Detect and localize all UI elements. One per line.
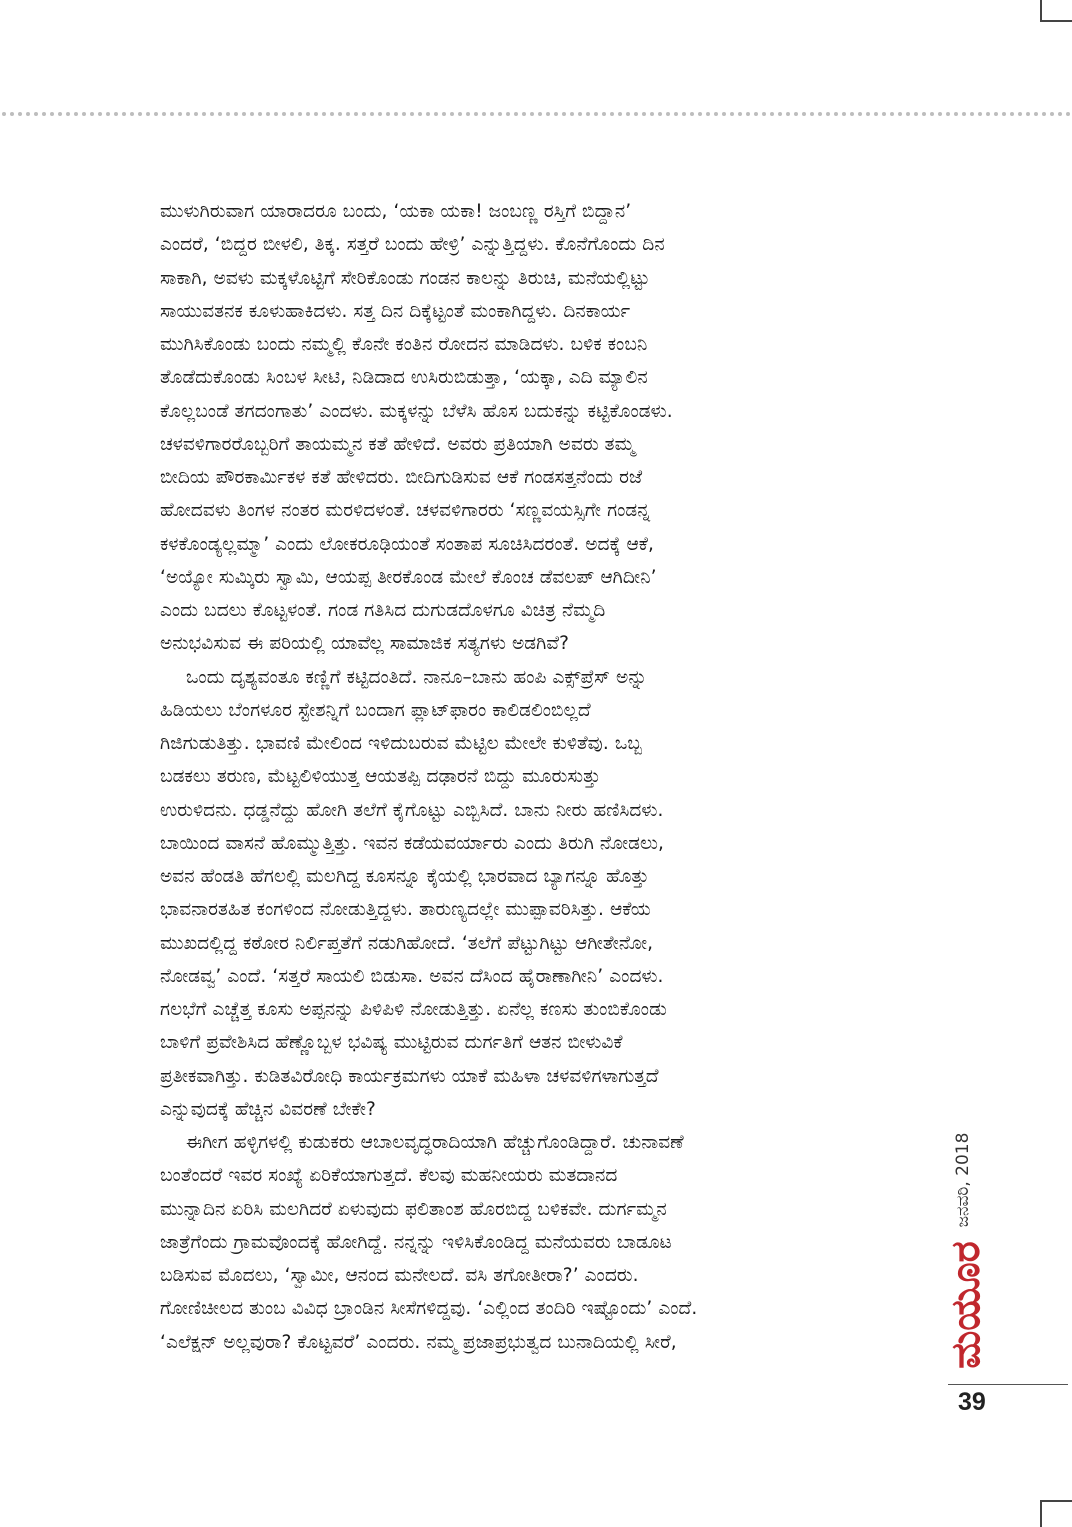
text-line: ಎಂದರೆ, ‘ಬಿದ್ದರ ಬೀಳಲಿ, ತಿಕ್ಕ. ಸತ್ತರೆ ಬಂದು ಹೇಳ್ರಿ’ ಎನ್ನುತ್ತಿದ್ದಳು. ಕೊನೆಗೊಂದು ದಿನ — [160, 234, 665, 256]
text-line: ತೊಡೆದುಕೊಂಡು ಸಿಂಬಳ ಸೀಟಿ, ನಿಡಿದಾದ ಉಸಿರುಬಿಡುತ್ತಾ, ‘ಯಕ್ಕಾ, ಎದಿ ಮ್ಯಾಲಿನ — [160, 367, 648, 389]
text-line: ಗೋಣಿಚೀಲದ ತುಂಬ ವಿವಿಧ ಬ್ರಾಂಡಿನ ಸೀಸೆಗಳಿದ್ದವು. ‘ಎಲ್ಲಿಂದ ತಂದಿರಿ ಇಷ್ಟೊಂದು’ ಎಂದೆ. — [160, 1298, 698, 1320]
text-line: ಒಂದು ದೃಶ್ಯವಂತೂ ಕಣ್ಣಿಗೆ ಕಟ್ಟಿದಂತಿದೆ. ನಾನೂ–ಬಾನು ಹಂಪಿ ಎಕ್ಸ್‌ಪ್ರೆಸ್ ಅನ್ನು — [186, 666, 648, 688]
text-line: ಕಳಕೊಂಡ್ಯಲ್ಲಮ್ಮಾ’ ಎಂದು ಲೋಕರೂಢಿಯಂತೆ ಸಂತಾಪ ಸೂಚಿಸಿದರಂತೆ. ಅದಕ್ಕೆ ಆಕೆ, — [160, 533, 654, 555]
text-line: ಮುಖದಲ್ಲಿದ್ದ ಕಠೋರ ನಿರ್ಲಿಪ್ತತೆಗೆ ನಡುಗಿಹೋದೆ. ‘ತಲೆಗೆ ಪೆಟ್ಟುಗಿಟ್ಟು ಆಗೀತೇನೋ, — [160, 932, 654, 954]
text-line: ಗಿಜಿಗುಡುತಿತ್ತು. ಭಾವಣಿ ಮೇಲಿಂದ ಇಳಿದುಬರುವ ಮೆಟ್ಟಿಲ ಮೇಲೇ ಕುಳಿತೆವು. ಒಬ್ಬ — [160, 733, 643, 754]
text-line: ಈಗೀಗ ಹಳ್ಳಿಗಳಲ್ಲಿ ಕುಡುಕರು ಆಬಾಲವೃದ್ಧರಾದಿಯಾಗಿ ಹೆಚ್ಚುಗೊಂಡಿದ್ದಾರೆ. ಚುನಾವಣೆ — [186, 1132, 684, 1153]
text-line: ಗಲಭೆಗೆ ಎಚ್ಚೆತ್ತ ಕೂಸು ಅಪ್ಪನನ್ನು ಪಿಳಿಪಿಳಿ ನೋಡುತ್ತಿತ್ತು. ಏನೆಲ್ಲ ಕಣಸು ತುಂಬಿಕೊಂಡು — [160, 999, 667, 1020]
text-line: ಸಾಕಾಗಿ, ಅವಳು ಮಕ್ಕಳೊಟ್ಟಿಗೆ ಸೇರಿಕೊಂಡು ಗಂಡನ ಕಾಲನ್ನು ತಿರುಚಿ, ಮನೆಯಲ್ಲಿಟ್ಟು — [160, 267, 650, 289]
article-body — [160, 195, 895, 1359]
text-line: ಅನುಭವಿಸುವ ಈ ಪರಿಯಲ್ಲಿ ಯಾವೆಲ್ಲ ಸಾಮಾಜಿಕ ಸತ್ಯಗಳು ಅಡಗಿವೆ? — [160, 633, 570, 655]
crop-mark-top — [1040, 0, 1072, 22]
text-line: ಬಂತೆಂದರೆ ಇವರ ಸಂಖ್ಯೆ ಏರಿಕೆಯಾಗುತ್ತದೆ. ಕೆಲವು ಮಹನೀಯರು ಮತದಾನದ — [160, 1165, 618, 1187]
crop-mark-bottom — [1040, 1500, 1072, 1527]
text-line: ಜಾತ್ರೆಗೆಂದು ಗ್ರಾಮವೊಂದಕ್ಕೆ ಹೋಗಿದ್ದೆ. ನನ್ನನ್ನು ಇಳಿಸಿಕೊಂಡಿದ್ದ ಮನೆಯವರು ಬಾಡೂಟ — [160, 1231, 672, 1253]
text-line: ಅವನ ಹೆಂಡತಿ ಹೆಗಲಲ್ಲಿ ಮಲಗಿದ್ದ ಕೂಸನ್ನೂ ಕೈಯಲ್ಲಿ ಭಾರವಾದ ಬ್ಯಾಗನ್ನೂ ಹೊತ್ತು — [160, 866, 649, 887]
text-line: ‘ಎಲೆಕ್ಷನ್ ಅಲ್ಲವುರಾ? ಕೊಟ್ಟವರೆ’ ಎಂದರು. ನಮ್ಮ ಪ್ರಜಾಪ್ರಭುತ್ವದ ಬುನಾದಿಯಲ್ಲಿ ಸೀರೆ, — [160, 1331, 677, 1353]
text-line: ಮುಗಿಸಿಕೊಂಡು ಬಂದು ನಮ್ಮಲ್ಲಿ ಕೊನೇ ಕಂತಿನ ರೋದನ ಮಾಡಿದಳು. ಬಳಿಕ ಕಂಬನಿ — [160, 334, 648, 355]
text-line: ಕೊಲ್ಲಬಂಡೆ ತಗದಂಗಾತು’ ಎಂದಳು. ಮಕ್ಕಳನ್ನು ಬೆಳೆಸಿ ಹೊಸ ಬದುಕನ್ನು ಕಟ್ಟಿಕೊಂಡಳು. — [160, 400, 673, 422]
text-line: ಬೀದಿಯ ಪೌರಕಾರ್ಮಿಕಳ ಕತೆ ಹೇಳಿದರು. ಬೀದಿಗುಡಿಸುವ ಆಕೆ ಗಂಡಸತ್ತನೆಂದು ರಜೆ — [160, 467, 643, 488]
text-line: ಪ್ರತೀಕವಾಗಿತ್ತು. ಕುಡಿತವಿರೋಧಿ ಕಾರ್ಯಕ್ರಮಗಳು ಯಾಕೆ ಮಹಿಳಾ ಚಳವಳಿಗಳಾಗುತ್ತದೆ — [160, 1065, 659, 1087]
text-line: ಮುನ್ನಾದಿನ ಏರಿಸಿ ಮಲಗಿದರೆ ಏಳುವುದು ಫಲಿತಾಂಶ ಹೊರಬಿದ್ದ ಬಳಿಕವೇ. ದುರ್ಗಮ್ಮನ — [160, 1198, 667, 1220]
magazine-logo: ಮಯೂರ — [943, 1241, 989, 1369]
dotted-rule — [0, 110, 1072, 118]
text-line: ಭಾವನಾರತಹಿತ ಕಂಗಳಿಂದ ನೋಡುತ್ತಿದ್ದಳು. ತಾರುಣ್ಯದಲ್ಲೇ ಮುಪ್ಪಾವರಿಸಿತ್ತು. ಆಕೆಯ — [160, 899, 651, 921]
text-line: ಚಳವಳಿಗಾರರೊಬ್ಬರಿಗೆ ತಾಯಮ್ಮನ ಕತೆ ಹೇಳಿದೆ. ಅವರು ಪ್ರತಿಯಾಗಿ ಅವರು ತಮ್ಮ — [160, 433, 635, 455]
text-line: ನೋಡವ್ವ’ ಎಂದೆ. ‘ಸತ್ತರೆ ಸಾಯಲಿ ಬಿಡುಸಾ. ಅವನ ದೆಸಿಂದ ಹೈರಾಣಾಗೀನಿ’ ಎಂದಳು. — [160, 965, 664, 987]
text-line: ಎನ್ನುವುದಕ್ಕೆ ಹೆಚ್ಚಿನ ವಿವರಣೆ ಬೇಕೇ? — [160, 1098, 376, 1120]
page-number: 39 — [958, 1388, 986, 1416]
issue-date: ಜನವರಿ, 2018 — [953, 1132, 973, 1228]
text-line: ಹಿಡಿಯಲು ಬೆಂಗಳೂರ ಸ್ಟೇಶನ್ನಿಗೆ ಬಂದಾಗ ಪ್ಲಾಟ್‌ಫಾರಂ ಕಾಲಿಡಲಿಂಬಿಲ್ಲದೆ — [160, 699, 591, 721]
folio-divider — [948, 1384, 1068, 1385]
text-line: ಉರುಳಿದನು. ಧಡ್ಡನೆದ್ದು ಹೋಗಿ ತಲೆಗೆ ಕೈಗೊಟ್ಟು ಎಬ್ಬಿಸಿದೆ. ಬಾನು ನೀರು ಹಣಿಸಿದಳು. — [160, 799, 664, 821]
text-line: ಬಡಿಸುವ ಮೊದಲು, ‘ಸ್ವಾಮೀ, ಆನಂದ ಮನೇಲದೆ. ವಸಿ ತಗೋತೀರಾ?’ ಎಂದರು. — [160, 1265, 639, 1286]
text-line: ಸಾಯುವತನಕ ಕೂಳುಹಾಕಿದಳು. ಸತ್ತ ದಿನ ದಿಕ್ಕೆಟ್ಟಂತೆ ಮಂಕಾಗಿದ್ದಳು. ದಿನಕಾರ್ಯ — [160, 300, 631, 322]
text-line: ಬಾಯಿಂದ ವಾಸನೆ ಹೊಮ್ಮುತ್ತಿತ್ತು. ಇವನ ಕಡೆಯವರ್ಯಾರು ಎಂದು ತಿರುಗಿ ನೋಡಲು, — [160, 832, 665, 854]
text-line: ಮುಳುಗಿರುವಾಗ ಯಾರಾದರೂ ಬಂದು, ‘ಯಕಾ ಯಕಾ! ಜಂಬಣ್ಣ ರಸ್ತಿಗೆ ಬಿದ್ದಾನ’ — [160, 201, 632, 222]
text-line: ಹೋದವಳು ತಿಂಗಳ ನಂತರ ಮರಳಿದಳಂತೆ. ಚಳವಳಿಗಾರರು ‘ಸಣ್ಣವಯಸ್ಸಿಗೇ ಗಂಡನ್ನ — [160, 500, 651, 522]
text-line: ಎಂದು ಬದಲು ಕೊಟ್ಟಳಂತೆ. ಗಂಡ ಗತಿಸಿದ ದುಗುಡದೊಳಗೂ ವಿಚಿತ್ರ ನೆಮ್ಮದಿ — [160, 600, 606, 621]
text-line: ಬಡಕಲು ತರುಣ, ಮೆಟ್ಟಲಿಳಿಯುತ್ತ ಆಯತಪ್ಪಿ ದಢಾರನೆ ಬಿದ್ದು ಮೂರುಸುತ್ತು — [160, 766, 601, 788]
text-line: ಬಾಳಿಗೆ ಪ್ರವೇಶಿಸಿದ ಹೆಣ್ಣೊಬ್ಬಳ ಭವಿಷ್ಯ ಮುಟ್ಟಿರುವ ದುರ್ಗತಿಗೆ ಆತನ ಬೀಳುವಿಕೆ — [160, 1032, 623, 1054]
text-line: ‘ಅಯ್ಯೋ ಸುಮ್ಕಿರು ಸ್ವಾಮಿ, ಆಯಪ್ಪ ತೀರಕೊಂಡ ಮೇಲೆ ಕೊಂಚ ಡೆವಲಪ್ ಆಗಿದೀನಿ’ — [160, 566, 657, 588]
